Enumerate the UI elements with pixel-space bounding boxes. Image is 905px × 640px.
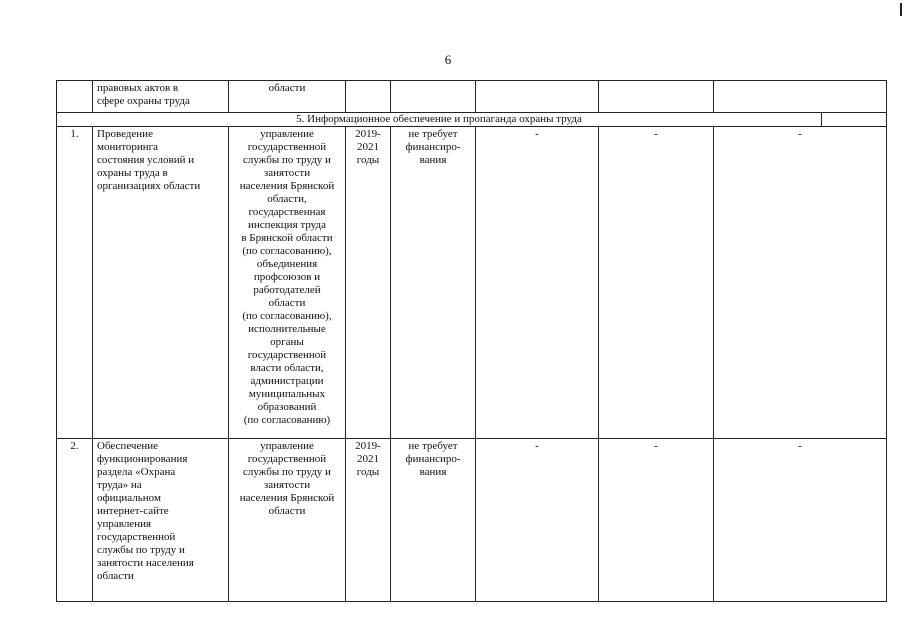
text-line: инспекция труда — [248, 219, 326, 231]
text-line: органы — [270, 336, 304, 348]
text-line: раздела «Охрана — [97, 466, 176, 478]
text-line: не требует — [408, 440, 458, 452]
text-line: сфере охраны труда — [97, 95, 190, 107]
text-line: службы по труду и — [243, 466, 331, 478]
value-cell: - — [714, 127, 887, 439]
executor — [229, 81, 346, 113]
text-line: годы — [356, 466, 380, 478]
text-line: службы по труду и — [243, 154, 331, 166]
text-line: Обеспечение — [97, 440, 158, 452]
table-row — [57, 439, 887, 602]
text-line: 2019- — [355, 128, 381, 140]
text-line: вания — [419, 154, 447, 166]
text-line: государственной — [247, 141, 327, 153]
measure-name — [93, 127, 229, 439]
edge-mark — [900, 3, 902, 16]
text-line: области — [268, 297, 306, 309]
text-line: государственной — [97, 531, 176, 543]
text-line: функционирования — [97, 453, 188, 465]
text-line: занятости — [263, 479, 311, 491]
text-line: службы по труду и — [97, 544, 185, 556]
text-line: образований — [257, 401, 317, 413]
text-line: правовых актов в — [97, 82, 179, 94]
page-number: 6 — [444, 52, 452, 67]
text-line: охраны труда в — [97, 167, 168, 179]
text-line: труда» на — [97, 479, 142, 491]
value-cell: - — [476, 127, 599, 439]
text-line: населения Брянской — [239, 492, 335, 504]
value-cell — [599, 81, 714, 113]
text-line: мониторинга — [97, 141, 159, 153]
text-line: финансиро- — [405, 141, 461, 153]
text-line: не требует — [408, 128, 458, 140]
text-line: исполнительные — [248, 323, 326, 335]
section-row — [57, 113, 887, 127]
text-line: области — [268, 505, 306, 517]
value-cell — [476, 81, 599, 113]
years — [346, 439, 391, 602]
text-line: Проведение — [97, 128, 153, 140]
text-line: населения Брянской — [239, 180, 335, 192]
text-line: власти области, — [250, 362, 324, 374]
text-line: 2019- — [355, 440, 381, 452]
executor — [229, 127, 346, 439]
text-line: управления — [97, 518, 152, 530]
text-line: занятости населения — [97, 557, 194, 569]
text-line: (по согласованию), — [242, 310, 332, 322]
financing — [391, 81, 476, 113]
value-cell — [714, 81, 887, 113]
financing — [391, 439, 476, 602]
text-line: управление — [260, 128, 314, 140]
text-line: состояния условий и — [97, 154, 195, 166]
text-line: профсоюзов и — [253, 271, 321, 283]
text-line: области, — [267, 193, 307, 205]
text-line: государственной — [247, 453, 327, 465]
financing — [391, 127, 476, 439]
row-number: 1. — [57, 127, 93, 439]
years — [346, 127, 391, 439]
years — [346, 81, 391, 113]
text-line: занятости — [263, 167, 311, 179]
text-line: государственной — [247, 349, 327, 361]
row-number — [57, 81, 93, 113]
text-line: (по согласованию), — [242, 245, 332, 257]
text-line: управление — [260, 440, 314, 452]
text-line: организациях области — [97, 180, 201, 192]
text-line: официальном — [97, 492, 161, 504]
text-line: годы — [356, 154, 380, 166]
text-line: в Брянской области — [241, 232, 333, 244]
value-cell: - — [714, 439, 887, 602]
measure-name — [93, 81, 229, 113]
measures-table — [56, 80, 887, 602]
value-cell: - — [599, 127, 714, 439]
text-line: администрации — [250, 375, 324, 387]
text-line: вания — [419, 466, 447, 478]
text-line: области — [97, 570, 134, 582]
text-line: интернет-сайте — [97, 505, 169, 517]
section-title: 5. Информационное обеспечение и пропаганда охраны труда — [57, 113, 822, 127]
text-line: (по согласованию) — [243, 414, 331, 426]
table-row-continued — [57, 81, 887, 113]
text-line: объединения — [256, 258, 318, 270]
value-cell: - — [476, 439, 599, 602]
row-number: 2. — [57, 439, 93, 602]
section-empty-cell — [822, 113, 887, 127]
text-line: государственная — [248, 206, 326, 218]
text-line: области — [268, 82, 306, 94]
text-line: муниципальных — [248, 388, 326, 400]
text-line: 2021 — [357, 453, 379, 465]
text-line: 2021 — [357, 141, 379, 153]
text-line: работодателей — [253, 284, 321, 296]
value-cell: - — [599, 439, 714, 602]
text-line: финансиро- — [405, 453, 461, 465]
measure-name — [93, 439, 229, 602]
executor — [229, 439, 346, 602]
table-row — [57, 127, 887, 439]
